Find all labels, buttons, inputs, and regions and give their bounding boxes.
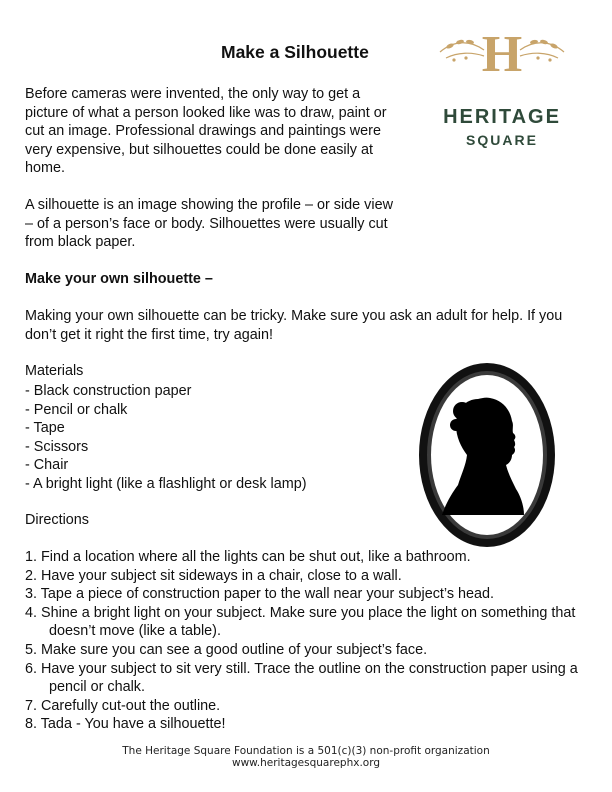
list-item: 6. Have your subject to sit very still. Trace the outline on the construction paper using a pencil or chalk. <box>25 660 578 696</box>
materials-list <box>25 382 307 494</box>
directions-heading: Directions <box>25 512 89 528</box>
list-item: 5. Make sure you can see a good outline of your subject’s face. <box>25 641 428 658</box>
list-item: - Tape <box>25 420 65 437</box>
section-heading: Make your own silhouette – <box>25 271 213 287</box>
page-title: Make a Silhouette <box>221 42 369 62</box>
silhouette-cameo-image <box>412 355 562 555</box>
section-intro: Making your own silhouette can be tricky. Make sure you ask an adult for help. If you don’t get it right the first time, try again! <box>25 308 563 343</box>
heritage-square-logo <box>432 22 572 148</box>
list-item: - Pencil or chalk <box>25 401 128 418</box>
list-item: 7. Carefully cut-out the outline. <box>25 697 221 714</box>
monogram-letter: H <box>481 26 523 78</box>
list-item: - Scissors <box>25 438 89 455</box>
list-item: 2. Have your subject sit sideways in a chair, close to a wall. <box>25 567 402 584</box>
intro-paragraph-1: Before cameras were invented, the only way to get a picture of what a person looked like was to draw, paint or cut an image. Professional drawings and paintings were very expensive, but silhouettes could be done easily at home. <box>25 86 387 177</box>
list-item: 4. Shine a bright light on your subject. Make sure you place the light on something that doesn’t move (like a table). <box>25 604 576 640</box>
list-item: - A bright light (like a flashlight or desk lamp) <box>25 475 307 492</box>
list-item: 8. Tada - You have a silhouette! <box>25 716 226 733</box>
list-item: 3. Tape a piece of construction paper to the wall near your subject’s head. <box>25 586 495 603</box>
intro-paragraph-2: A silhouette is an image showing the profile – or side view – of a person’s face or body. Silhouettes were usually cut from black paper. <box>25 197 393 251</box>
footer <box>0 745 612 769</box>
list-item: - Black construction paper <box>25 383 192 399</box>
materials-heading: Materials <box>25 363 84 379</box>
monogram-ornament-icon <box>432 22 572 78</box>
logo-line2: SQUARE <box>466 132 538 148</box>
directions-list <box>25 548 580 734</box>
footer-website: www.heritagesquarephx.org <box>231 757 381 769</box>
footer-nonprofit-note: The Heritage Square Foundation is a 501(c)(3) non-profit organization <box>122 745 490 757</box>
list-item: 1. Find a location where all the lights can be shut out, like a bathroom. <box>25 549 471 565</box>
logo-line1: HERITAGE <box>443 106 561 128</box>
list-item: - Chair <box>25 457 69 474</box>
